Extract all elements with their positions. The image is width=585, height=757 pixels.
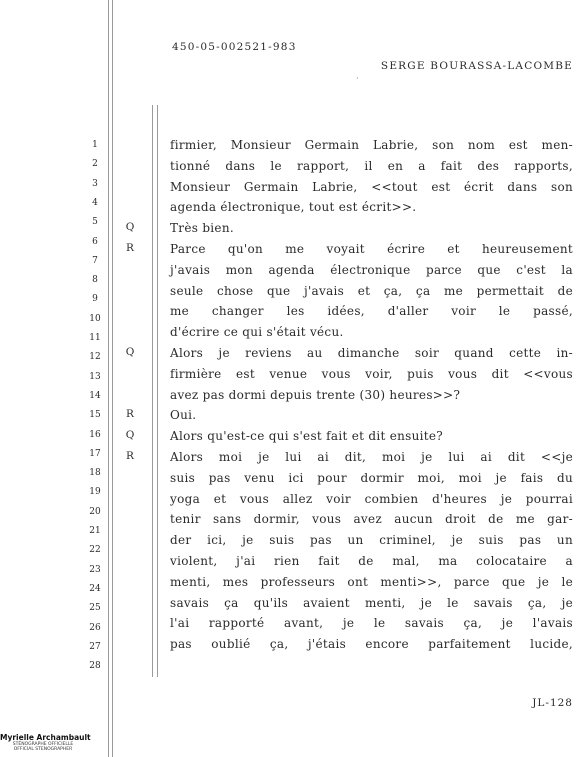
line-number: 7 bbox=[92, 255, 98, 266]
transcript-line: Alors je reviens au dimanche soir quand cette in- bbox=[170, 346, 573, 360]
transcript-line: Monsieur Germain Labrie, <<tout est écrit dans son bbox=[170, 179, 573, 194]
line-number: 26 bbox=[89, 622, 101, 633]
transcript-line: Alors moi je lui ai dit, moi je lui ai dit <<je bbox=[170, 450, 573, 464]
line-number: 15 bbox=[89, 410, 101, 421]
line-number: 18 bbox=[89, 468, 101, 479]
transcript-line: avez pas dormi depuis trente (30) heures>>? bbox=[170, 387, 461, 402]
line-number: 23 bbox=[89, 564, 101, 575]
stenographer-title-fr: STÉNOGRAPHE OFFICIELLE bbox=[12, 742, 74, 747]
transcript-line: firmière est venue vous voir, puis vous dit <<vous bbox=[170, 366, 573, 381]
transcript-line: me changer les idées, d'aller voir le passé, bbox=[170, 304, 573, 319]
transcript-line: agenda électronique, tout est écrit>>. bbox=[170, 200, 417, 215]
speaker-marker: Q bbox=[125, 346, 135, 358]
line-number: 19 bbox=[89, 487, 101, 498]
transcript-line: yoga et vous allez voir combien d'heures je pourrai bbox=[170, 491, 573, 506]
line-number: 14 bbox=[89, 390, 101, 401]
line-number: 11 bbox=[89, 333, 101, 343]
line-number: 22 bbox=[89, 545, 101, 556]
transcript-line: pas oublié ça, j'étais encore parfaitement lucide, bbox=[170, 637, 573, 652]
transcript-line: tionné dans le rapport, il en a fait des rapports, bbox=[170, 158, 573, 173]
transcript-line: Alors qu'est-ce qui s'est fait et dit ensuite? bbox=[170, 429, 444, 444]
page-identifier: JL-128 bbox=[532, 697, 573, 709]
transcript-line: Oui. bbox=[170, 408, 197, 423]
line-number: 28 bbox=[89, 661, 101, 672]
transcript-line: menti, mes professeurs ont menti>>, parce que je le bbox=[170, 574, 573, 589]
speaker-marker: R bbox=[126, 408, 134, 421]
text-column-rule bbox=[157, 105, 158, 677]
speaker-column-rule bbox=[152, 105, 153, 677]
transcript-line: der ici, je suis pas un criminel, je suis pas un bbox=[170, 533, 573, 548]
line-number: 5 bbox=[92, 217, 98, 228]
line-number: 13 bbox=[89, 371, 101, 382]
line-number: 12 bbox=[89, 352, 101, 363]
transcript-line: tenir sans dormir, vous avez aucun droit de me gar- bbox=[170, 512, 573, 527]
line-number: 6 bbox=[92, 236, 98, 247]
line-number: 2 bbox=[92, 159, 98, 170]
line-number: 8 bbox=[92, 275, 98, 286]
line-number: 10 bbox=[89, 313, 101, 324]
transcript-line: Très bien. bbox=[170, 221, 234, 236]
line-number: 3 bbox=[92, 178, 98, 189]
transcript-line: suis pas venu ici pour dormir moi, moi je fais du bbox=[170, 470, 573, 485]
line-number: 16 bbox=[89, 429, 101, 440]
line-number: 21 bbox=[89, 526, 101, 536]
transcript-line: j'avais mon agenda électronique parce que c'est la bbox=[170, 262, 573, 277]
line-number: 20 bbox=[89, 506, 101, 517]
speaker-marker: R bbox=[126, 242, 134, 254]
transcript-line: Parce qu'on me voyait écrire et heureusement bbox=[170, 242, 573, 256]
transcript-line: violent, j'ai rien fait de mal, ma colocataire a bbox=[170, 554, 573, 568]
witness-name: SERGE BOURASSA-LACOMBE bbox=[380, 60, 573, 72]
document-number: 450-05-002521-983 bbox=[172, 41, 297, 53]
transcript-line: savais ça qu'ils avaient menti, je le savais ça, je bbox=[170, 595, 573, 610]
line-number: 25 bbox=[89, 603, 101, 614]
line-number: 27 bbox=[89, 641, 101, 652]
speaker-marker: Q bbox=[125, 221, 135, 234]
stray-mark: · bbox=[356, 74, 359, 83]
line-number: 17 bbox=[89, 448, 101, 459]
transcript-line: seule chose que j'avais et ça, ça me permettait de bbox=[170, 283, 573, 298]
transcript-line: l'ai rapporté avant, je le savais ça, je l'avais bbox=[170, 616, 573, 631]
stenographer-signature-block bbox=[0, 733, 91, 752]
transcript-line: d'écrire ce qui s'était vécu. bbox=[170, 325, 344, 340]
line-number: 4 bbox=[92, 197, 98, 208]
line-number: 9 bbox=[92, 294, 98, 305]
stenographer-name: Myrielle Archambault bbox=[0, 733, 91, 742]
line-number: 1 bbox=[92, 140, 98, 150]
speaker-marker: R bbox=[126, 450, 134, 462]
line-number: 24 bbox=[89, 583, 101, 594]
stenographer-title-en: OFFICIAL STENOGRAPHER bbox=[13, 747, 73, 752]
transcript-line: firmier, Monsieur Germain Labrie, son nom est men- bbox=[170, 138, 573, 152]
speaker-marker: Q bbox=[125, 429, 135, 442]
